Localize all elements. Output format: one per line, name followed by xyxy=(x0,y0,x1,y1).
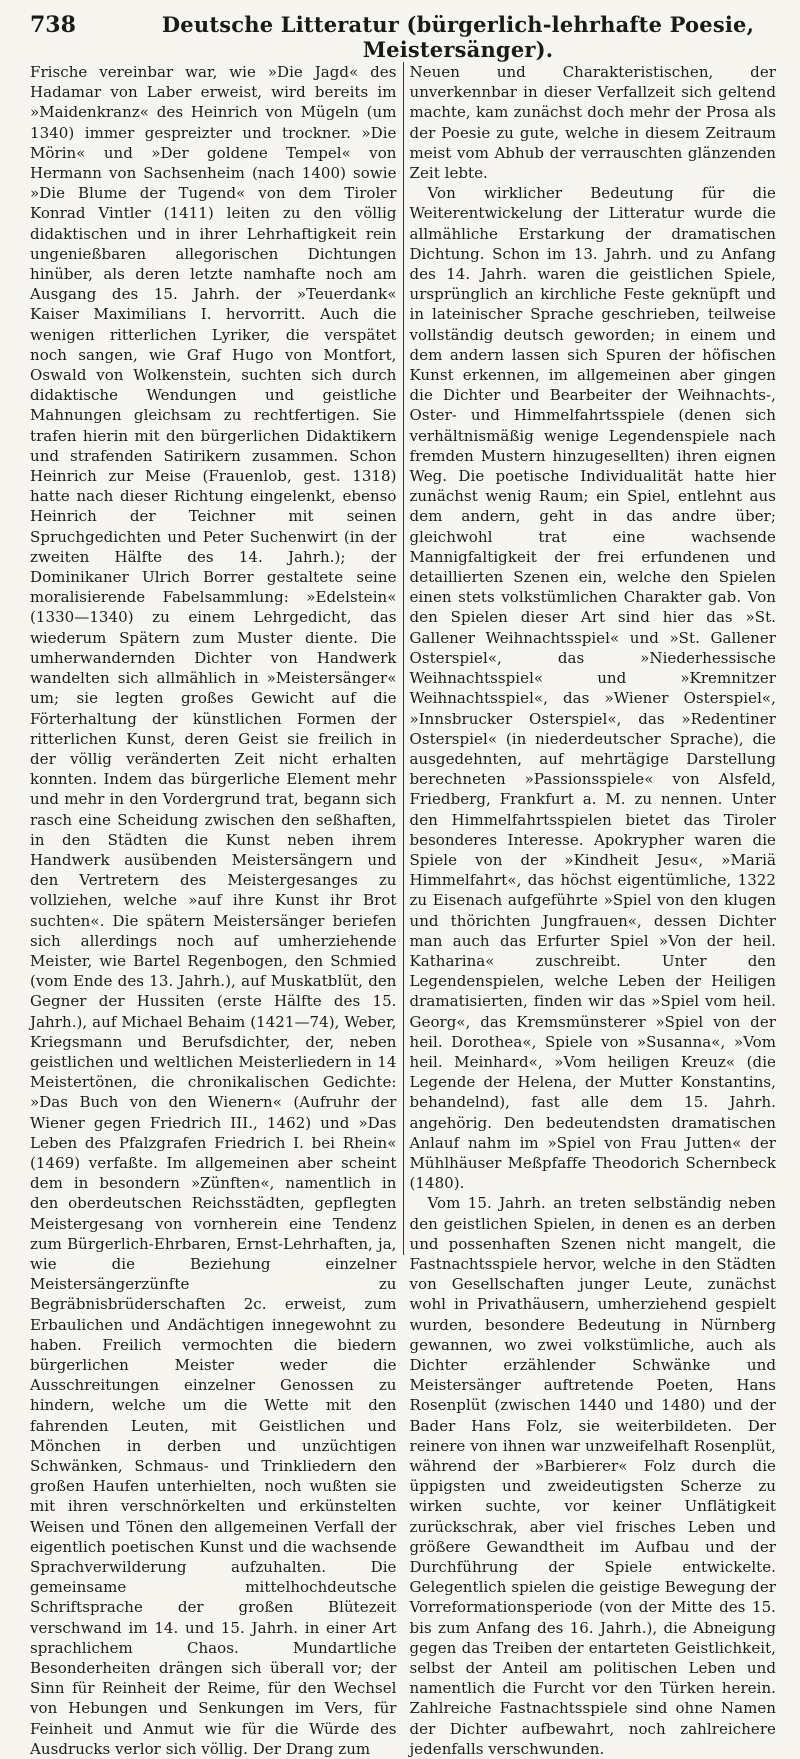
paragraph: Frische vereinbar war, wie »Die Jagd« des Hadamar von Laber erweist, wird bereits im »Maidenkranz« des Heinrich von Mügeln (um 1340) immer gespreizter und trockner. »Die Mörin« und »Der goldene Tempel« von Hermann von Sachsenheim (nach 1400) sowie »Die Blume der Tugend« von dem Tiroler Konrad Vintler (1411) leiten zu den völlig didaktischen und in ihrer Lehrhaftigkeit rein ungenießbaren allegorischen Dichtungen hinüber, als deren letzte namhafte noch am Ausgang des 15. Jahrh. der »Teuerdank« Kaiser Maximilians I. hervorritt. Auch die wenigen ritterlichen Lyriker, die verspätet noch sangen, wie Graf Hugo von Montfort, Oswald von Wolkenstein, suchten sich durch didaktische Wendungen und geistliche Mahnungen gleichsam zu rechtfertigen. Sie trafen hierin mit den bürgerlichen Didaktikern und strafenden Satirikern zusammen. Schon Heinrich zur Meise (Frauenlob, gest. 1318) hatte nach dieser Richtung eingelenkt, ebenso Heinrich der Teichner mit seinen Spruchgedichten und Peter Suchenwirt (in der zweiten Hälfte des 14. Jahrh.); der Dominikaner Ulrich Borrer gestaltete seine moralisierende Fabelsammlung: »Edelstein« (1330—1340) zu einem Lehrgedicht, das wiederum Spätern zum Muster diente. Die umherwandernden Dichter von Handwerk wandelten sich allmählich in »Meistersänger« um; sie legten großes Gewicht auf die Förterhaltung der künstlichen Formen der ritterlichen Kunst, deren Geist sie freilich in der völlig veränderten Zeit nicht erhalten konnten. Indem das bürgerliche Element mehr und mehr in den Vordergrund trat, begann sich rasch eine Scheidung zwischen den seßhaften, in den Städten die Kunst neben ihrem Handwerk ausübenden Meistersängern und den Vertretern des Meistergesanges zu vollziehen, welche »auf ihre Kunst ihr Brot suchten«. Die spätern Meistersänger beriefen sich allerdings noch auf umherziehende Meister, wie Bartel Regenbogen, den Schmied (vom Ende des 13. Jahrh.), auf Muskatblüt, den Gegner der Hussiten (erste Hälfte des 15. Jahrh.), auf Michael Behaim (1421—74), Weber, Kriegsmann und Berufsdichter, der, neben geistlichen und weltlichen Meisterliedern in 14 Meistertönen, die chronikalischen Gedichte: »Das Buch von den Wienern« (Aufruhr der Wiener gegen Friedrich III., 1462) und »Das Leben des Pfalzgrafen Friedrich I. bei Rhein« (1469) verfaßte. Im allgemeinen aber scheint dem in besondern »Zünften«, namentlich in den oberdeutschen Reichsstädten, gepflegten Meistergesang von vornherein eine Tendenz zum Bürgerlich-Ehrbaren, Ernst-Lehrhaften, ja, wie die Beziehung einzelner Meistersängerzünfte zu Begräbnisbrüderschaften 2c. erweist, zum Erbaulichen und Andächtigen innegewohnt zu haben. Freilich vermochten die biedern bürgerlichen Meister weder die Ausschreitungen einzelner Genossen zu hindern, welche um die Wette mit den fahrenden Leuten, mit Geistlichen und Mönchen in derben und unzüchtigen Schwänken, Schmaus- und Trinkliedern den großen Haufen unterhielten, noch wußten sie mit ihren verschnörkelten und erkünstelten Weisen und Tönen den allgemeinen Verfall der eigentlich poetischen Kunst und die wachsende Sprachverwilderung aufzuhalten. Die gemeinsame mittelhochdeutsche Schriftsprache der großen Blütezeit verschwand im 14. und 15. Jahrh. in einer Art sprachlichem Chaos. Mundartliche Besonderheiten drängen sich überall vor; der Sinn für Reinheit der Reime, für den Wechsel von Hebungen und Senkungen im Vers, für Feinheit und Anmut wie für die Würde des Ausdrucks verlor sich völlig. Der Drang zum xyxy=(30,63,397,1758)
left-column xyxy=(30,62,397,1758)
right-column xyxy=(409,62,776,1758)
running-title: Deutsche Litteratur (bürgerlich-lehrhafte Poesie, Meistersänger). xyxy=(161,12,755,62)
page-number: 738 xyxy=(30,12,76,38)
text-columns xyxy=(30,62,776,1758)
paragraph: Neuen und Charakteristischen, der unverkennbar in dieser Verfallzeit sich geltend machte, kam zunächst doch mehr der Prosa als der Poesie zu gute, welche in diesem Zeitraum meist vom Abhub der verrauschten glänzenden Zeit lebte. xyxy=(409,63,776,183)
column-divider xyxy=(403,62,404,1255)
page-header xyxy=(30,12,776,62)
paragraph: Von wirklicher Bedeutung für die Weiterentwickelung der Litteratur wurde die allmähliche Erstarkung der dramatischen Dichtung. Schon im 13. Jahrh. und zu Anfang des 14. Jahrh. waren die geistlichen Spiele, ursprünglich an kirchliche Feste geknüpft und in lateinischer Sprache geschrieben, teilweise vollständig deutsch geworden; in einem und dem andern lassen sich Spuren der höfischen Kunst erkennen, im allgemeinen aber gingen die Dichter und Bearbeiter der Weihnachts-, Oster- und Himmelfahrtsspiele (denen sich verhältnismäßig wenige Legendenspiele nach fremden Mustern hinzugesellten) ihren eignen Weg. Die poetische Individualität hatte hier zunächst wenig Raum; ein Spiel, entlehnt aus dem andern, geht in das andre über; gleichwohl trat eine wachsende Mannigfaltigkeit der frei erfundenen und detaillierten Szenen ein, welche den Spielen einen stets volkstümlichen Charakter gab. Von den Spielen dieser Art sind hier das »St. Gallener Weihnachtsspiel« und »St. Gallener Osterspiel«, das »Niederhessische Weihnachtsspiel« und »Kremnitzer Weihnachtsspiel«, das »Wiener Osterspiel«, »Innsbrucker Osterspiel«, das »Redentiner Osterspiel« (in niederdeutscher Sprache), die ausgedehnten, auf mehrtägige Darstellung berechneten »Passionsspiele« von Alsfeld, Friedberg, Frankfurt a. M. zu nennen. Unter den Himmelfahrtsspielen bietet das Tiroler besonderes Interesse. Apokrypher waren die Spiele von der »Kindheit Jesu«, »Mariä Himmelfahrt«, das höchst eigentümliche, 1322 zu Eisenach aufgeführte »Spiel von den klugen und thörichten Jungfrauen«, dessen Dichter man auch das Erfurter Spiel »Von der heil. Katharina« zuschreibt. Unter den Legendenspielen, welche Leben der Heiligen dramatisierten, finden wir das »Spiel vom heil. Georg«, das Kremsmünsterer »Spiel von der heil. Dorothea«, Spiele von »Susanna«, »Vom heil. Meinhard«, »Vom heiligen Kreuz« (die Legende der Helena, der Mutter Konstantins, behandelnd), fast alle dem 15. Jahrh. angehörig. Den bedeutendsten dramatischen Anlauf nahm im »Spiel von Frau Jutten« der Mühlhäuser Meßpfaffe Theodorich Schernbeck (1480). xyxy=(409,184,776,1193)
paragraph: Vom 15. Jahrh. an treten selbständig neben den geistlichen Spielen, in denen es an derben und possenhaften Szenen nicht mangelt, die Fastnachtsspiele hervor, welche in den Städten von Gesellschaften junger Leute, zunächst wohl in Privathäusern, umherziehend gespielt wurden, besondere Bedeutung in Nürnberg gewannen, wo zwei volkstümliche, auch als Dichter erzählender Schwänke und Meistersänger auftretende Poeten, Hans Rosenplüt (zwischen 1440 und 1480) und der Bader Hans Folz, sie weiterbildeten. Der reinere von ihnen war unzweifelhaft Rosenplüt, während der »Barbierer« Folz durch die üppigsten und zweideutigsten Scherze zu wirken suchte, vor keiner Unflätigkeit zurückschrak, aber viel frisches Leben und größere Gewandtheit im Aufbau und der Durchführung der Spiele entwickelte. Gelegentlich spielen die geistige Bewegung der Vorreformationsperiode (von der Mitte des 15. bis zum Anfang des 16. Jahrh.), die Abneigung gegen das Treiben der entarteten Geistlichkeit, selbst der Anteil am politischen Leben und namentlich die Furcht vor den Türken herein. Zahlreiche Fastnachtsspiele sind ohne Namen der Dichter aufbewahrt, noch zahlreichere jedenfalls verschwunden. xyxy=(409,1194,776,1758)
